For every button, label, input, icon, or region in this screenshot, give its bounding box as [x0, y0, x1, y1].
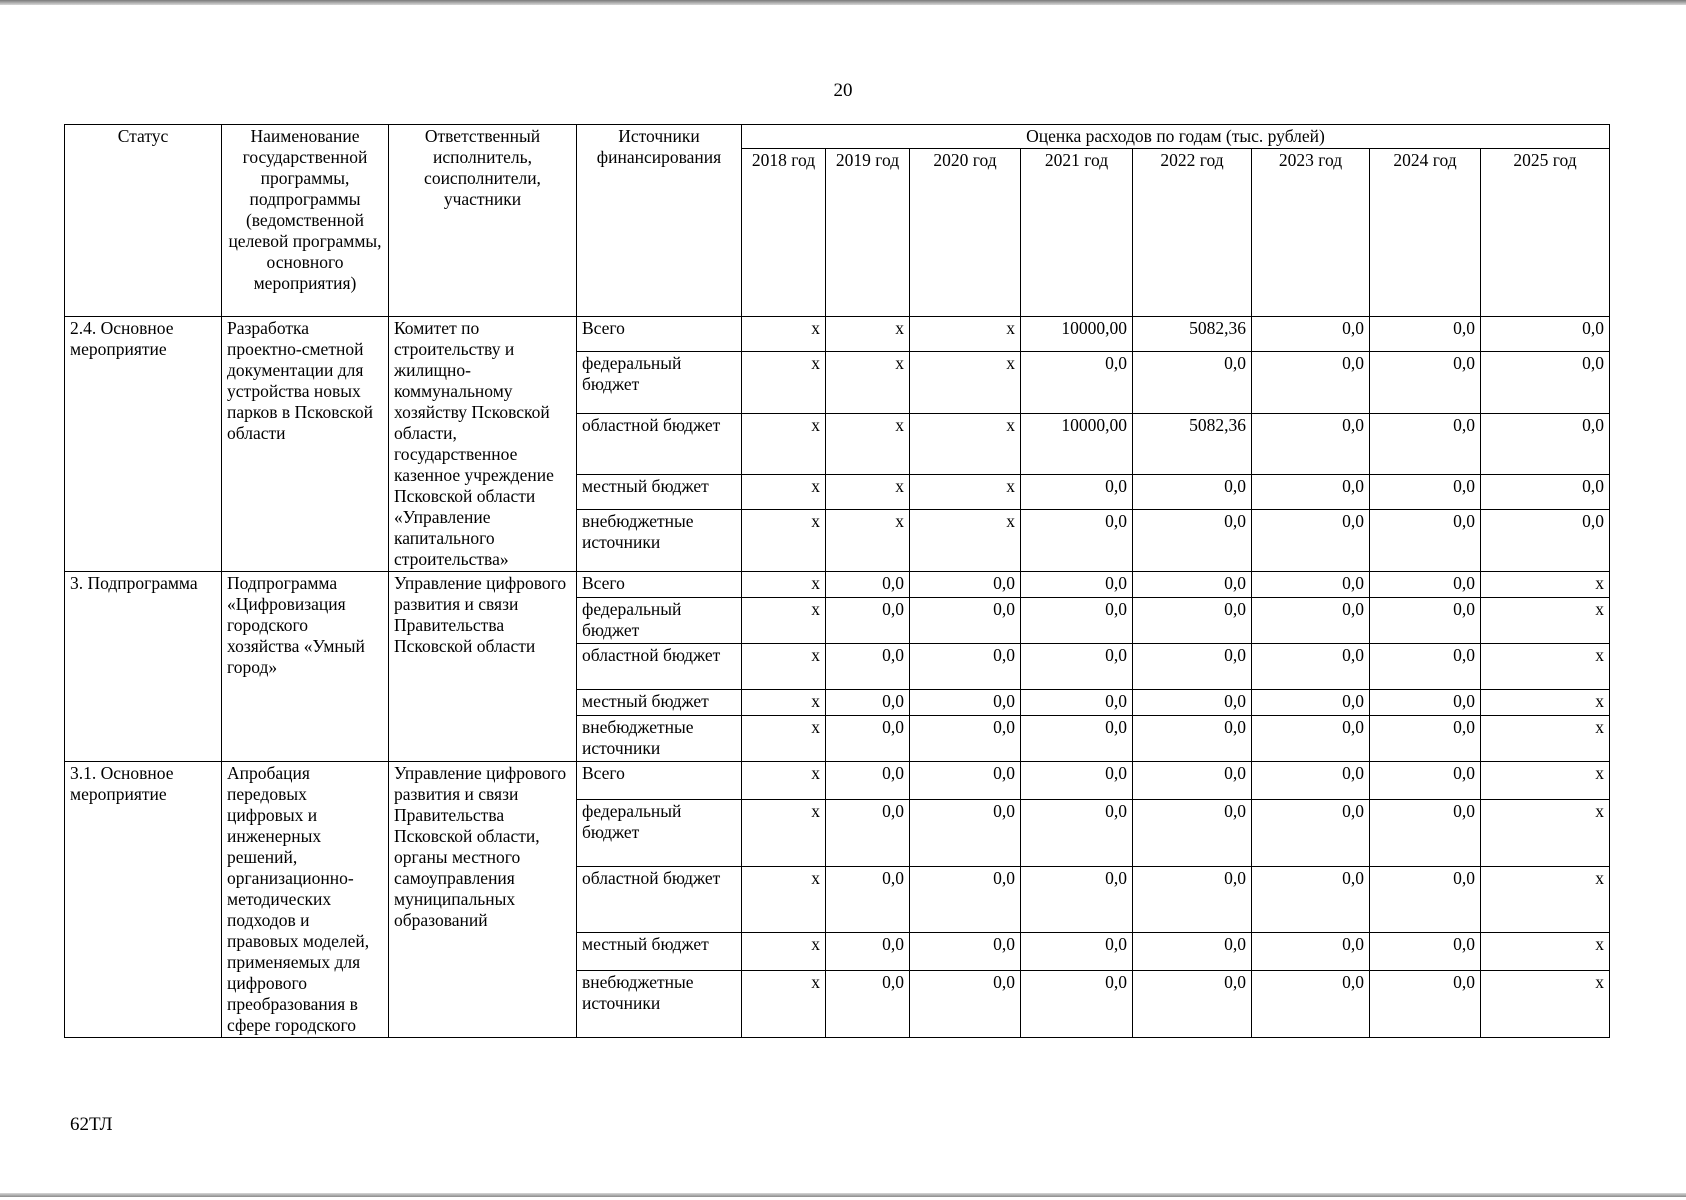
value-cell: 0,0 [826, 866, 910, 933]
value-cell: 0,0 [1370, 572, 1481, 598]
funding-source: Всего [577, 762, 742, 800]
value-cell: х [742, 933, 826, 971]
value-cell: 0,0 [826, 762, 910, 800]
section-status: 3. Подпрограмма [65, 572, 222, 762]
value-cell: 0,0 [1481, 413, 1610, 475]
table-row [65, 762, 1610, 800]
value-cell: 0,0 [1021, 799, 1133, 866]
header-year: 2023 год [1252, 149, 1370, 317]
value-cell: 0,0 [1370, 690, 1481, 716]
header-year: 2024 год [1370, 149, 1481, 317]
header-name: Наименование государственной программы, подпрограммы (ведомственной целевой программы, основного мероприятия) [222, 125, 389, 317]
value-cell: 0,0 [1252, 317, 1370, 352]
value-cell: 0,0 [1133, 799, 1252, 866]
section-3-1 [65, 762, 1610, 1038]
value-cell: 0,0 [1370, 510, 1481, 572]
value-cell: 0,0 [1370, 598, 1481, 644]
funding-source: областной бюджет [577, 413, 742, 475]
value-cell: х [742, 716, 826, 762]
value-cell: 0,0 [1252, 572, 1370, 598]
header-year: 2021 год [1021, 149, 1133, 317]
value-cell: х [910, 413, 1021, 475]
table-header [65, 125, 1610, 317]
value-cell: 0,0 [1252, 690, 1370, 716]
value-cell: 0,0 [1370, 716, 1481, 762]
value-cell: х [910, 351, 1021, 413]
value-cell: 0,0 [1133, 475, 1252, 510]
value-cell: 0,0 [1133, 644, 1252, 690]
value-cell: 0,0 [1252, 866, 1370, 933]
value-cell: 0,0 [1370, 762, 1481, 800]
section-responsible: Управление цифрового развития и связи Правительства Псковской области, органы местного самоуправления муниципальных образований [389, 762, 577, 1038]
value-cell: 0,0 [910, 971, 1021, 1038]
value-cell: 0,0 [1481, 475, 1610, 510]
value-cell: 0,0 [1133, 866, 1252, 933]
value-cell: 0,0 [1133, 510, 1252, 572]
section-2-4 [65, 317, 1610, 572]
value-cell: х [826, 475, 910, 510]
value-cell: х [910, 475, 1021, 510]
value-cell: х [1481, 716, 1610, 762]
value-cell: 0,0 [910, 762, 1021, 800]
value-cell: х [826, 510, 910, 572]
value-cell: х [1481, 598, 1610, 644]
value-cell: 0,0 [1133, 716, 1252, 762]
value-cell: 0,0 [1021, 475, 1133, 510]
value-cell: х [742, 510, 826, 572]
value-cell: х [1481, 799, 1610, 866]
value-cell: х [826, 317, 910, 352]
funding-source: Всего [577, 317, 742, 352]
value-cell: 0,0 [1021, 971, 1133, 1038]
value-cell: 0,0 [1021, 762, 1133, 800]
value-cell: 0,0 [1252, 413, 1370, 475]
value-cell: 0,0 [1252, 351, 1370, 413]
value-cell: 0,0 [826, 933, 910, 971]
value-cell: х [742, 866, 826, 933]
value-cell: 0,0 [1370, 317, 1481, 352]
value-cell: 0,0 [1133, 572, 1252, 598]
value-cell: 0,0 [1021, 690, 1133, 716]
value-cell: 0,0 [1021, 933, 1133, 971]
value-cell: 0,0 [826, 598, 910, 644]
value-cell: 0,0 [1252, 971, 1370, 1038]
footer-code: 62ТЛ [70, 1114, 113, 1135]
value-cell: х [1481, 572, 1610, 598]
header-status: Статус [65, 125, 222, 317]
funding-source: областной бюджет [577, 644, 742, 690]
value-cell: 0,0 [1021, 510, 1133, 572]
value-cell: 0,0 [910, 690, 1021, 716]
funding-source: местный бюджет [577, 690, 742, 716]
funding-source: внебюджетные источники [577, 510, 742, 572]
value-cell: 0,0 [910, 572, 1021, 598]
value-cell: 0,0 [1370, 971, 1481, 1038]
value-cell: 0,0 [1133, 598, 1252, 644]
header-year: 2022 год [1133, 149, 1252, 317]
value-cell: 0,0 [826, 572, 910, 598]
value-cell: х [910, 317, 1021, 352]
funding-source: федеральный бюджет [577, 799, 742, 866]
funding-source: федеральный бюджет [577, 351, 742, 413]
value-cell: х [742, 413, 826, 475]
value-cell: 0,0 [1021, 598, 1133, 644]
table-row [65, 572, 1610, 598]
value-cell: 0,0 [1021, 716, 1133, 762]
header-year: 2018 год [742, 149, 826, 317]
value-cell: 0,0 [1021, 351, 1133, 413]
value-cell: 0,0 [826, 644, 910, 690]
value-cell: 0,0 [1481, 317, 1610, 352]
value-cell: 0,0 [1370, 413, 1481, 475]
value-cell: х [742, 690, 826, 716]
value-cell: 0,0 [1481, 510, 1610, 572]
value-cell: 0,0 [1133, 690, 1252, 716]
header-sources: Источники финансирования [577, 125, 742, 317]
funding-source: областной бюджет [577, 866, 742, 933]
value-cell: х [826, 413, 910, 475]
value-cell: 0,0 [1252, 762, 1370, 800]
value-cell: х [742, 971, 826, 1038]
value-cell: 0,0 [1370, 475, 1481, 510]
value-cell: х [742, 475, 826, 510]
value-cell: 0,0 [1370, 799, 1481, 866]
value-cell: 0,0 [1252, 644, 1370, 690]
value-cell: 0,0 [1252, 510, 1370, 572]
value-cell: 0,0 [910, 799, 1021, 866]
value-cell: 0,0 [910, 644, 1021, 690]
table-row [65, 317, 1610, 352]
value-cell: х [1481, 762, 1610, 800]
section-responsible: Комитет по строительству и жилищно-коммунальному хозяйству Псковской области, государственное казенное учреждение Псковской области «Управление капитального строительства» [389, 317, 577, 572]
header-years-group: Оценка расходов по годам (тыс. рублей) [742, 125, 1610, 149]
section-3 [65, 572, 1610, 762]
value-cell: 5082,36 [1133, 413, 1252, 475]
value-cell: х [1481, 933, 1610, 971]
funding-source: Всего [577, 572, 742, 598]
section-name: Разработка проектно-сметной документации для устройства новых парков в Псковской области [222, 317, 389, 572]
value-cell: 0,0 [1370, 933, 1481, 971]
value-cell: х [1481, 971, 1610, 1038]
value-cell: 0,0 [1252, 933, 1370, 971]
value-cell: х [1481, 644, 1610, 690]
section-name: Подпрограмма «Цифровизация городского хозяйства «Умный город» [222, 572, 389, 762]
value-cell: х [742, 572, 826, 598]
value-cell: 0,0 [826, 971, 910, 1038]
header-year: 2019 год [826, 149, 910, 317]
page-number: 20 [833, 80, 853, 101]
value-cell: 0,0 [826, 690, 910, 716]
header-responsible: Ответственный исполнитель, соисполнители, участники [389, 125, 577, 317]
funding-source: внебюджетные источники [577, 971, 742, 1038]
value-cell: 0,0 [1252, 716, 1370, 762]
header-year: 2025 год [1481, 149, 1610, 317]
value-cell: 0,0 [1370, 866, 1481, 933]
value-cell: 10000,00 [1021, 413, 1133, 475]
value-cell: 0,0 [1252, 598, 1370, 644]
value-cell: х [742, 799, 826, 866]
header-year: 2020 год [910, 149, 1021, 317]
value-cell: 0,0 [910, 866, 1021, 933]
value-cell: 0,0 [826, 799, 910, 866]
value-cell: 0,0 [910, 716, 1021, 762]
section-responsible: Управление цифрового развития и связи Правительства Псковской области [389, 572, 577, 762]
value-cell: х [742, 317, 826, 352]
value-cell: 0,0 [1252, 799, 1370, 866]
value-cell: х [742, 598, 826, 644]
value-cell: х [742, 351, 826, 413]
value-cell: 0,0 [1481, 351, 1610, 413]
value-cell: 0,0 [1133, 762, 1252, 800]
value-cell: 0,0 [910, 598, 1021, 644]
value-cell: 0,0 [1021, 572, 1133, 598]
funding-source: внебюджетные источники [577, 716, 742, 762]
value-cell: х [910, 510, 1021, 572]
value-cell: 0,0 [1133, 933, 1252, 971]
value-cell: 0,0 [1133, 971, 1252, 1038]
value-cell: х [1481, 866, 1610, 933]
section-status: 2.4. Основное мероприятие [65, 317, 222, 572]
funding-source: федеральный бюджет [577, 598, 742, 644]
value-cell: 0,0 [1252, 475, 1370, 510]
section-name: Апробация передовых цифровых и инженерных решений, организационно-методических подходов и правовых моделей, применяемых для цифрового преобразования в сфере городского [222, 762, 389, 1038]
value-cell: х [1481, 690, 1610, 716]
value-cell: 0,0 [826, 716, 910, 762]
value-cell: 0,0 [1370, 351, 1481, 413]
value-cell: 5082,36 [1133, 317, 1252, 352]
value-cell: 0,0 [1133, 351, 1252, 413]
value-cell: х [742, 762, 826, 800]
value-cell: 0,0 [910, 933, 1021, 971]
value-cell: 0,0 [1021, 644, 1133, 690]
section-status: 3.1. Основное мероприятие [65, 762, 222, 1038]
budget-table [64, 124, 1610, 1038]
value-cell: х [826, 351, 910, 413]
funding-source: местный бюджет [577, 933, 742, 971]
value-cell: 0,0 [1021, 866, 1133, 933]
value-cell: х [742, 644, 826, 690]
value-cell: 10000,00 [1021, 317, 1133, 352]
funding-source: местный бюджет [577, 475, 742, 510]
value-cell: 0,0 [1370, 644, 1481, 690]
scan-edge-top [0, 0, 1686, 5]
scan-edge-bottom [0, 1193, 1686, 1197]
